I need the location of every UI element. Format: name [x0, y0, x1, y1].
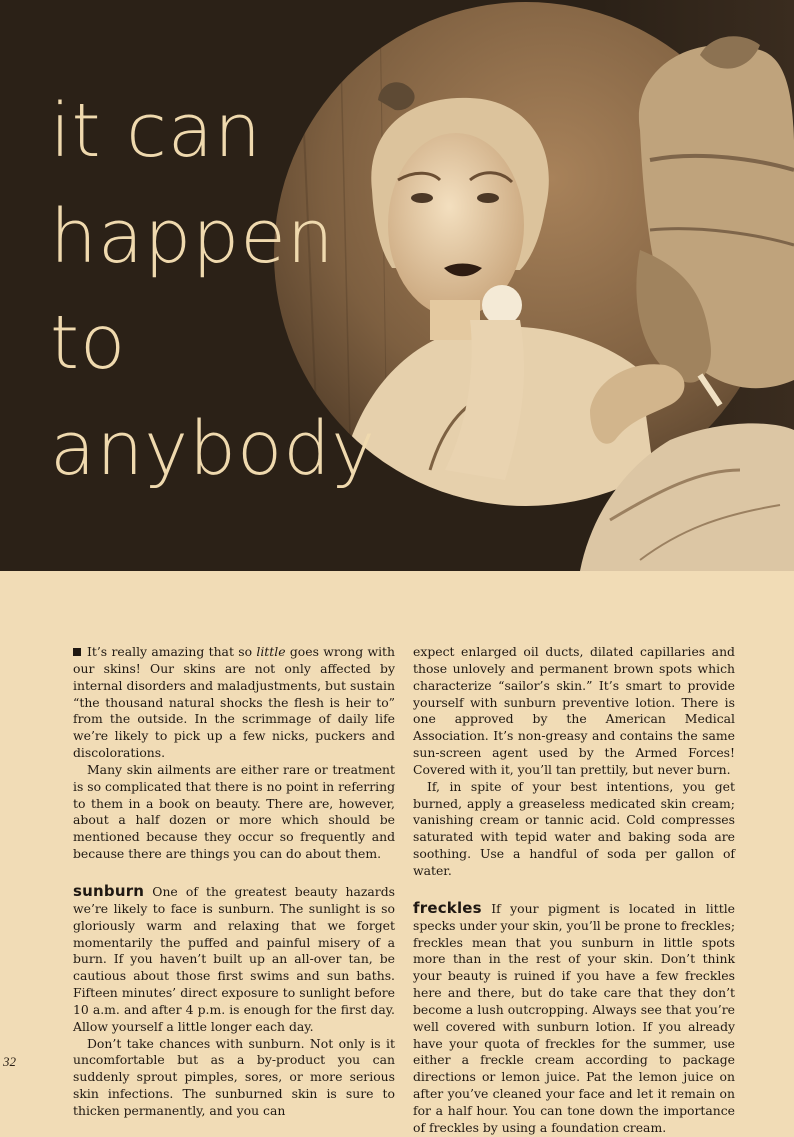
section-heading-sunburn: sunburn [73, 881, 145, 900]
intro-text: It’s really amazing that so [87, 644, 257, 659]
page-number: 32 [3, 1054, 16, 1069]
section-heading-freckles: freckles [413, 898, 482, 917]
intro-paragraph [73, 644, 395, 762]
freckles-text: If your pigment is located in little specks under your skin, you’ll be prone to freckles; freckles mean that you sunburn in little spots more than in the rest of your skin. Don’t think your beauty is ruined if you have a few freckles here and there, but do take care that they don’t become a lush outcropping. Always see that you’re well covered with sunburn lotion. If you already have your quota of freckles for the summer, use either a freckle cream according to package directions or lemon juice. Pat the lemon juice on after you’ve cleaned your face and let it remain on for a half hour. You can tone down the importance of freckles by using a foundation cream. [413, 900, 735, 1135]
square-bullet-icon [73, 648, 81, 656]
headline-line: it can [50, 88, 263, 174]
headline-line: to [50, 300, 127, 386]
headline [50, 78, 376, 502]
intro-emphasis: little [256, 644, 286, 659]
headline-line: anybody [50, 406, 377, 492]
sunburn-continued-paragraph: expect enlarged oil ducts, dilated capillaries and those unlovely and permanent brown spots which characterize “sailor’s skin.” It’s smart to provide yourself with sunburn preventive lotion. There is one approved by the American Medical Association. It’s non-greasy and contains the same sun-screen agent used by the Armed Forces! Covered with it, you’ll tan prettily, but never burn. [413, 644, 735, 777]
headline-line: happen [50, 194, 335, 280]
intro-text: goes wrong with our skins! Our skins are not only affected by internal disorders and maladjustments, but sustain “the thousand natural shocks the flesh is heir to” from the outside. In the scrimmage of daily life we’re likely to pick up a few nicks, puckers and discolorations. [73, 644, 395, 761]
freckles-section [413, 900, 735, 1137]
article-column-right [413, 644, 735, 1137]
intro-paragraph-2: Many skin ailments are either rare or treatment is so complicated that there is no point in referring to them in a book on beauty. There are, however, about a half dozen or more which should be mentioned because they occur so frequently and because there are things you can do about them. [73, 761, 395, 862]
sunburn-paragraph-2: Don’t take chances with sunburn. Not only is it uncomfortable but as a by-product you can suddenly sprout pimples, sores, or more serious skin infections. The sunburned skin is sure to thicken permanently, and you can [73, 1035, 395, 1118]
sunburn-section [73, 883, 395, 1036]
article-column-left [73, 644, 395, 1120]
sunburn-treatment-paragraph: If, in spite of your best intentions, you get burned, apply a greaseless medicated skin cream; vanishing cream or tannic acid. Cold compresses saturated with tepid water and baking soda are soothing. Use a handful of soda per gallon of water. [413, 778, 735, 878]
sunburn-text: One of the greatest beauty hazards we’re likely to face is sunburn. The sunlight is so gloriously warm and relaxing that we forget momentarily the puffed and painful misery of a burn. If you haven’t built up an all-over tan, be cautious about those first swims and sun baths. Fifteen minutes’ direct exposure to sunlight before 10 a.m. and after 4 p.m. is enough for the first day. Allow yourself a little longer each day. [73, 883, 395, 1034]
